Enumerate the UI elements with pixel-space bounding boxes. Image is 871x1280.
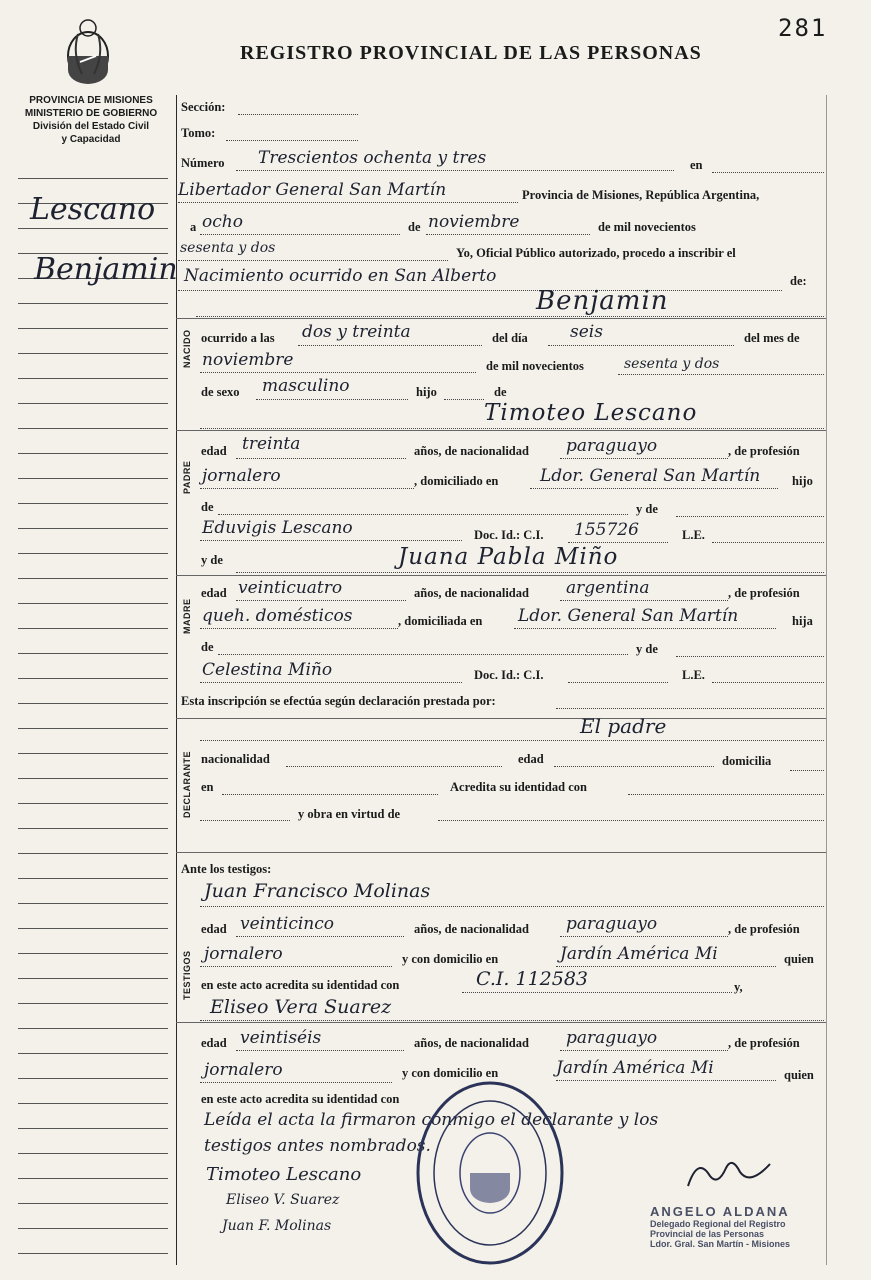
main-right-border (826, 95, 827, 1265)
mes-value: noviembre (428, 212, 520, 232)
ministry-label: MINISTERIO DE GOBIERNO (24, 108, 158, 119)
testigo2-edad-label: edad (201, 1036, 227, 1050)
de-mil-novecientos-label: de mil novecientos (598, 220, 696, 234)
margin-rule (18, 1053, 168, 1054)
en-label: en (690, 158, 703, 172)
divider-declarante-top (176, 718, 826, 719)
testigo2-nombre-value: Eliseo Vera Suarez (210, 996, 392, 1018)
hijo-label: hijo (416, 385, 437, 399)
testigo1-y-label: y, (734, 980, 743, 994)
divider-testigos-top (176, 852, 826, 853)
testigo1-edad-value: veinticinco (240, 914, 334, 934)
margin-rule (18, 178, 168, 179)
margin-rule (18, 228, 168, 229)
margin-rule (18, 928, 168, 929)
margin-rule (18, 878, 168, 879)
madre-hija-label: hija (792, 614, 813, 628)
margin-rule (18, 303, 168, 304)
anio-value: sesenta y dos (180, 240, 276, 256)
testigo2-quien-label: quien (784, 1068, 814, 1082)
margin-rule (18, 1003, 168, 1004)
testigo1-edad-label: edad (201, 922, 227, 936)
acto-value: Nacimiento ocurrido en San Alberto (184, 266, 497, 286)
firma-testigo2: Eliseo V. Suarez (226, 1192, 340, 1208)
margin-rule (18, 1178, 168, 1179)
testigo1-nombre-value: Juan Francisco Molinas (204, 880, 431, 902)
margin-rule (18, 678, 168, 679)
seccion-label: Sección: (181, 100, 226, 114)
margin-rule (18, 978, 168, 979)
madre-dom-value: Ldor. General San Martín (518, 606, 739, 626)
margin-rule (18, 728, 168, 729)
madre-y-de-label: y de (201, 553, 223, 567)
padre-anos-nac-label: años, de nacionalidad (414, 444, 529, 458)
acredita-label: Acredita su identidad con (450, 780, 587, 794)
tomo-label: Tomo: (181, 126, 216, 140)
cierre-linea1: Leída el acta la firmaron conmigo el declarante y los (204, 1110, 659, 1130)
dia-value: ocho (202, 212, 243, 232)
margin-rule (18, 478, 168, 479)
padre-de-label: de (201, 500, 214, 514)
margin-rule (18, 403, 168, 404)
divider-nacido-top (176, 318, 826, 319)
testigo1-prof-value: jornalero (204, 944, 283, 964)
dia-nac-value: seis (570, 322, 603, 342)
padre-le-label: L.E. (682, 528, 705, 542)
padre-edad-value: treinta (242, 434, 301, 454)
de-label: de (408, 220, 421, 234)
firma-testigo1: Juan F. Molinas (222, 1218, 332, 1234)
margin-surname: Lescano (30, 192, 156, 227)
a-label: a (190, 220, 197, 234)
division-label: División del Estado Civil (32, 121, 150, 132)
sexo-value: masculino (262, 376, 350, 396)
padre-prof-value: jornalero (202, 466, 281, 486)
hijo-de-label: de (494, 385, 507, 399)
margin-rule (18, 353, 168, 354)
official-place: Ldor. Gral. San Martín - Misiones (650, 1239, 791, 1249)
del-dia-label: del día (492, 331, 528, 345)
madre-de-label: de (201, 640, 214, 654)
de-mil-novecientos2-label: de mil novecientos (486, 359, 584, 373)
padre-dom-value: Ldor. General San Martín (540, 466, 761, 486)
madre-doc-label: Doc. Id.: C.I. (474, 668, 544, 682)
padre-doc-label: Doc. Id.: C.I. (474, 528, 544, 542)
document-title: REGISTRO PROVINCIAL DE LAS PERSONAS (240, 42, 702, 64)
official-name: ANGELO ALDANA (650, 1204, 790, 1219)
madre-side-label: MADRE (182, 598, 192, 634)
y-obra-label: y obra en virtud de (298, 807, 401, 821)
official-title1: Delegado Regional del Registro (650, 1219, 786, 1229)
nacido-side-label: NACIDO (182, 329, 192, 368)
ante-testigos-label: Ante los testigos: (181, 862, 272, 876)
margin-rule (18, 1103, 168, 1104)
abuela-materna-value: Celestina Miño (202, 660, 333, 680)
madre-prof-value: queh. domésticos (202, 606, 353, 626)
padre-nombre-value: Timoteo Lescano (484, 400, 698, 426)
margin-rule (18, 428, 168, 429)
testigo1-quien-label: quien (784, 952, 814, 966)
cierre-linea2: testigos antes nombrados. (204, 1136, 431, 1156)
madre-edad-value: veinticuatro (238, 578, 343, 598)
firma-padre: Timoteo Lescano (206, 1164, 362, 1185)
madre-nombre-value: Juana Pabla Miño (398, 544, 619, 570)
yo-oficial-label: Yo, Oficial Público autorizado, procedo a inscribir el (456, 246, 736, 260)
margin-rule (18, 1228, 168, 1229)
hora-value: dos y treinta (302, 322, 411, 342)
testigo1-acto-label: en este acto acredita su identidad con (201, 978, 400, 992)
padre-profesion-label: , de profesión (728, 444, 800, 458)
testigo2-dom-value: Jardín América Mi (556, 1058, 714, 1078)
divider-testigos-mid (176, 1022, 826, 1023)
margin-rule (18, 703, 168, 704)
margin-rule (18, 1128, 168, 1129)
province-label: PROVINCIA DE MISIONES (29, 95, 153, 106)
mes-nac-value: noviembre (202, 350, 294, 370)
margin-rule (18, 578, 168, 579)
margin-rule (18, 528, 168, 529)
testigo2-profesion-label: , de profesión (728, 1036, 800, 1050)
provincia-label: Provincia de Misiones, República Argentina, (522, 188, 760, 202)
margin-rule (18, 1253, 168, 1254)
declarante-value: El padre (580, 714, 667, 738)
declarante-en-label: en (201, 780, 214, 794)
madre-edad-label: edad (201, 586, 227, 600)
capacity-label: y Capacidad (61, 134, 121, 145)
padre-y-de-label: y de (636, 502, 658, 516)
ocurrido-label: ocurrido a las (201, 331, 275, 345)
madre-nac-value: argentina (566, 578, 650, 598)
nombre-inscripto-value: Benjamin (536, 286, 669, 316)
margin-rule (18, 453, 168, 454)
padre-edad-label: edad (201, 444, 227, 458)
margin-rule (18, 653, 168, 654)
testigo2-domicilio-label: y con domicilio en (402, 1066, 499, 1080)
testigo1-dom-value: Jardín América Mi (560, 944, 718, 964)
margin-given-name: Benjamin (34, 252, 178, 287)
argentina-coat-of-arms-icon (62, 16, 114, 93)
margin-rule (18, 553, 168, 554)
madre-domiciliada-label: , domiciliada en (398, 614, 483, 628)
testigo1-domicilio-label: y con domicilio en (402, 952, 499, 966)
testigos-side-label: TESTIGOS (182, 950, 192, 1000)
margin-rule (18, 628, 168, 629)
abuela-paterna-value: Eduvigis Lescano (202, 518, 353, 538)
madre-le-label: L.E. (682, 668, 705, 682)
declarante-side-label: DECLARANTE (182, 751, 192, 818)
padre-side-label: PADRE (182, 460, 192, 494)
margin-rule (18, 953, 168, 954)
margin-rule (18, 603, 168, 604)
margin-rule (18, 828, 168, 829)
testigo2-nac-value: paraguayo (566, 1028, 658, 1048)
margin-rule (18, 503, 168, 504)
margin-rule (18, 1203, 168, 1204)
page-number: 281 (778, 14, 828, 42)
margin-rule (18, 328, 168, 329)
numero-label: Número (181, 156, 225, 170)
margin-rule (18, 803, 168, 804)
del-mes-label: del mes de (744, 331, 800, 345)
margin-rule (18, 778, 168, 779)
divider-madre-top (176, 575, 826, 576)
margin-rule (18, 1028, 168, 1029)
padre-domiciliado-label: , domiciliado en (414, 474, 499, 488)
anio-nac-value: sesenta y dos (624, 356, 720, 372)
testigo2-edad-value: veintiséis (240, 1028, 322, 1048)
numero-value: Trescientos ochenta y tres (258, 148, 487, 168)
madre-profesion-label: , de profesión (728, 586, 800, 600)
testigo1-nac-value: paraguayo (566, 914, 658, 934)
esta-inscripcion-label: Esta inscripción se efectúa según declaración prestada por: (181, 694, 496, 708)
main-left-border (176, 95, 177, 1265)
margin-rule (18, 753, 168, 754)
testigo1-profesion-label: , de profesión (728, 922, 800, 936)
declarante-nacionalidad-label: nacionalidad (201, 752, 270, 766)
official-signature-icon (684, 1150, 774, 1199)
testigo2-acto-label: en este acto acredita su identidad con (201, 1092, 400, 1106)
margin-rule (18, 1153, 168, 1154)
declarante-edad-label: edad (518, 752, 544, 766)
margin-rule (18, 853, 168, 854)
de-sexo-label: de sexo (201, 385, 240, 399)
testigo1-doc-value: C.I. 112583 (476, 968, 589, 990)
testigo1-anos-label: años, de nacionalidad (414, 922, 529, 936)
lugar-value: Libertador General San Martín (178, 180, 447, 200)
margin-rule (18, 378, 168, 379)
de-colon-label: de: (790, 274, 807, 288)
divider-padre-top (176, 430, 826, 431)
padre-hijo-label: hijo (792, 474, 813, 488)
padre-nac-value: paraguayo (566, 436, 658, 456)
testigo2-prof-value: jornalero (204, 1060, 283, 1080)
margin-rule (18, 1078, 168, 1079)
testigo2-anos-label: años, de nacionalidad (414, 1036, 529, 1050)
left-header (12, 94, 170, 146)
official-title2: Provincial de las Personas (650, 1229, 765, 1239)
official-stamp (650, 1204, 790, 1249)
madre-anos-nac-label: años, de nacionalidad (414, 586, 529, 600)
padre-doc-value: 155726 (574, 520, 639, 540)
declarante-domicilia-label: domicilia (722, 754, 772, 768)
official-round-seal-icon (414, 1078, 566, 1273)
madre-y-de2-label: y de (636, 642, 658, 656)
margin-rule (18, 903, 168, 904)
